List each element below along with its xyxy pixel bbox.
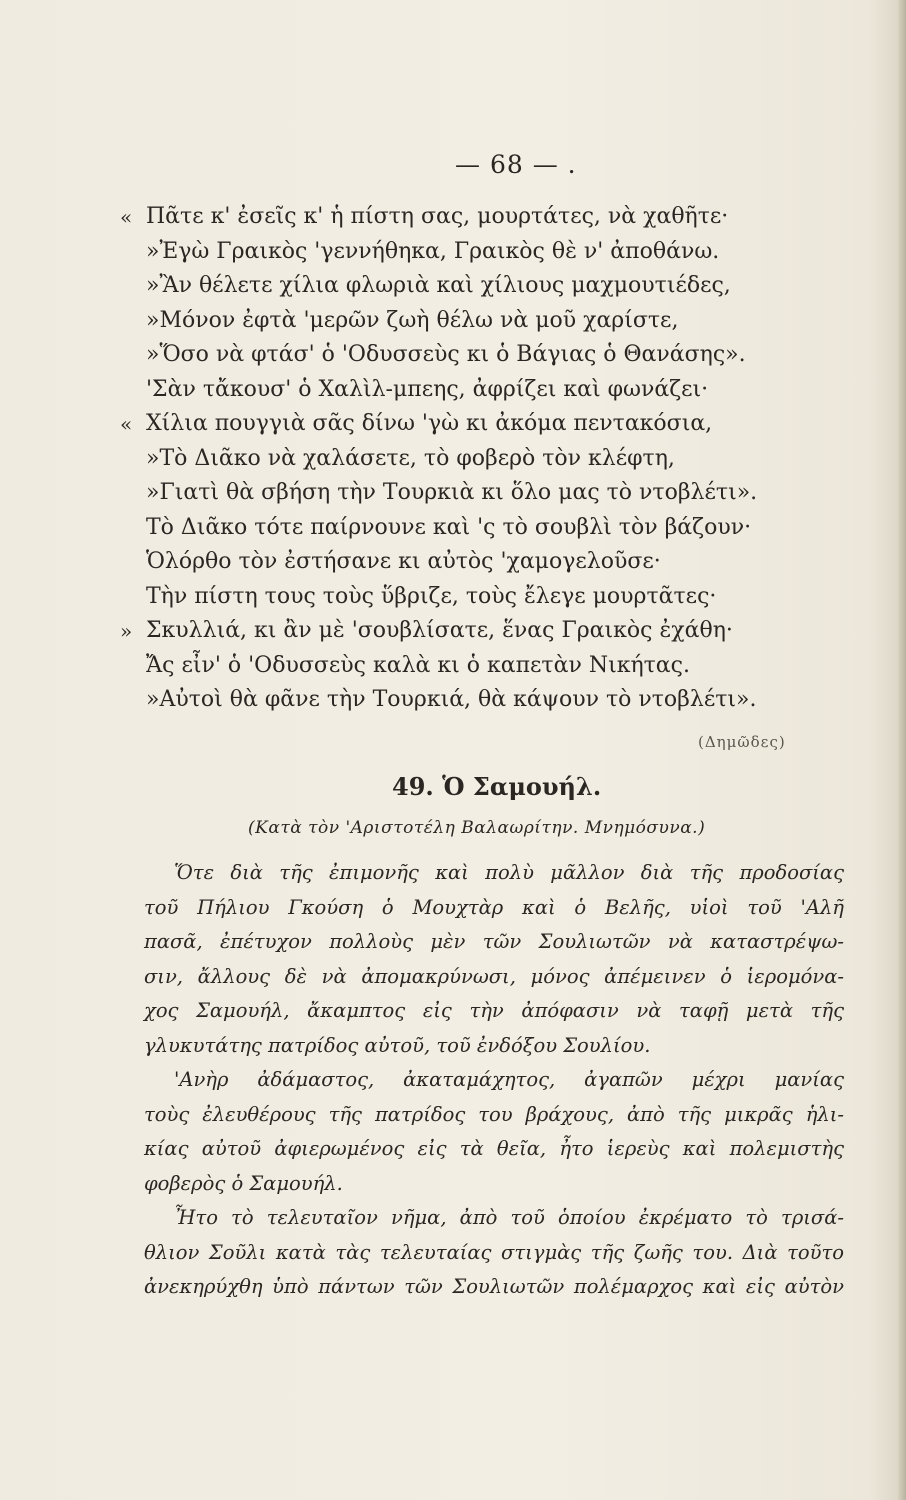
poem	[122, 200, 862, 718]
poem-line	[122, 407, 862, 442]
poem-source: (Δημῶδες)	[698, 733, 786, 751]
prose-line: θλιον Σοῦλι κατὰ τὰς τελευταίας στιγμὰς τῆς ζωῆς του. Διὰ τοῦτο	[144, 1240, 844, 1264]
poem-line-text: »Αὐτοὶ θὰ φᾶνε τὴν Τουρκιά, θὰ κάψουν τὸ ντοβλέτι».	[146, 687, 757, 712]
section-subtitle: (Κατὰ τὸν 'Αριστοτέλη Βαλαωρίτην. Μνημόσυνα.)	[248, 818, 706, 838]
poem-line-text: »Μόνον ἐφτὰ 'μερῶν ζωὴ θέλω νὰ μοῦ χαρίστε,	[146, 307, 679, 333]
poem-line	[122, 338, 862, 373]
poem-line	[122, 442, 862, 477]
poem-line-text: »Ἐγὼ Γραικὸς 'γεννήθηκα, Γραικὸς θὲ ν' ἀποθάνω.	[146, 238, 720, 264]
poem-line	[122, 580, 862, 615]
prose-line: τοῦ Πήλιου Γκούση ὁ Μουχτὰρ καὶ ὁ Βελῆς, υἱοὶ τοῦ 'Αλῆ	[144, 895, 844, 919]
prose-line: πασᾶ, ἐπέτυχον πολλοὺς μὲν τῶν Σουλιωτῶν νὰ καταστρέψω-	[144, 930, 844, 953]
poem-line	[122, 373, 862, 408]
section-title: 49. Ὁ Σαμουήλ.	[392, 772, 602, 801]
prose-line: 'Ανὴρ ἀδάμαστος, ἀκαταμάχητος, ἀγαπῶν μέχρι μανίας	[174, 1068, 844, 1091]
prose-line: φοβερὸς ὁ Σαμουήλ.	[144, 1171, 343, 1195]
poem-line	[122, 614, 862, 649]
quote-mark: «	[120, 205, 133, 229]
prose-line: χος Σαμουήλ, ἄκαμπτος εἰς τὴν ἀπόφασιν νὰ ταφῇ μετὰ τῆς	[144, 999, 844, 1022]
prose-line: τοὺς ἐλευθέρους τῆς πατρίδος του βράχους, ἀπὸ τῆς μικρᾶς ἡλι-	[144, 1102, 844, 1126]
prose-line: Ὅτε διὰ τῆς ἐπιμονῆς καὶ πολὺ μᾶλλον διὰ τῆς προδοσίας	[174, 861, 844, 884]
poem-line-text: 'Σὰν τἄκουσ' ὁ Χαλὶλ-μπεης, ἀφρίζει καὶ φωνάζει·	[146, 376, 709, 402]
prose	[144, 856, 844, 1305]
poem-line-text: »Τὸ Διᾶκο νὰ χαλάσετε, τὸ φοβερὸ τὸν κλέφτη,	[146, 445, 675, 471]
poem-line-text: »Ἂν θέλετε χίλια φλωριὰ καὶ χίλιους μαχμουτιέδες,	[146, 273, 731, 298]
poem-line	[122, 683, 862, 718]
page-number: — 68 — .	[455, 150, 577, 179]
prose-line: κίας αὐτοῦ ἀφιερωμένος εἰς τὰ θεῖα, ἦτο ἱερεὺς καὶ πολεμιστὴς	[144, 1137, 844, 1160]
poem-line-text: »Ὅσο νὰ φτάσ' ὁ 'Οδυσσεὺς κι ὁ Βάγιας ὁ Θανάσης».	[146, 342, 746, 367]
poem-line-text: »Γιατὶ θὰ σβήση τὴν Τουρκιὰ κι ὅλο μας τὸ ντοβλέτι».	[146, 480, 758, 505]
quote-mark: »	[120, 619, 133, 643]
poem-line	[122, 269, 862, 304]
poem-line	[122, 476, 862, 511]
poem-line	[122, 200, 862, 235]
poem-line-text: Τὴν πίστη τους τοὺς ὕβριζε, τοὺς ἔλεγε μουρτᾶτες·	[146, 583, 717, 609]
poem-line	[122, 545, 862, 580]
poem-line-text: Ὁλόρθο τὸν ἐστήσανε κι αὐτὸς 'χαμογελοῦσε·	[146, 549, 661, 574]
poem-line-text: Τὸ Διᾶκο τότε παίρνουνε καὶ 'ς τὸ σουβλὶ τὸν βάζουν·	[146, 514, 752, 540]
prose-line: γλυκυτάτης πατρίδος αὐτοῦ, τοῦ ἐνδόξου Σουλίου.	[144, 1033, 651, 1057]
poem-line-text: Χίλια πουγγιὰ σᾶς δίνω 'γὼ κι ἀκόμα πεντακόσια,	[146, 411, 713, 436]
poem-line	[122, 304, 862, 339]
prose-line: Ἦτο τὸ τελευταῖον νῆμα, ἀπὸ τοῦ ὁποίου ἐκρέματο τὸ τρισά-	[174, 1206, 844, 1229]
poem-line	[122, 649, 862, 684]
prose-line: ἀνεκηρύχθη ὑπὸ πάντων τῶν Σουλιωτῶν πολέμαρχος καὶ εἰς αὐτὸν	[144, 1275, 844, 1298]
poem-line-text: Σκυλλιά, κι ἂν μὲ 'σουβλίσατε, ἕνας Γραικὸς ἐχάθη·	[146, 618, 733, 643]
poem-line	[122, 511, 862, 546]
quote-mark: «	[120, 412, 133, 436]
poem-line-text: Πᾶτε κ' ἐσεῖς κ' ἡ πίστη σας, μουρτάτες, νὰ χαθῆτε·	[146, 204, 729, 229]
page-edge	[898, 0, 906, 1500]
poem-line-text: Ἄς εἶν' ὁ 'Οδυσσεὺς καλὰ κι ὁ καπετὰν Νικήτας.	[146, 652, 690, 678]
prose-line: σιν, ἄλλους δὲ νὰ ἀπομακρύνωσι, μόνος ἀπέμεινεν ὁ ἱερομόνα-	[144, 964, 844, 988]
poem-line	[122, 235, 862, 270]
